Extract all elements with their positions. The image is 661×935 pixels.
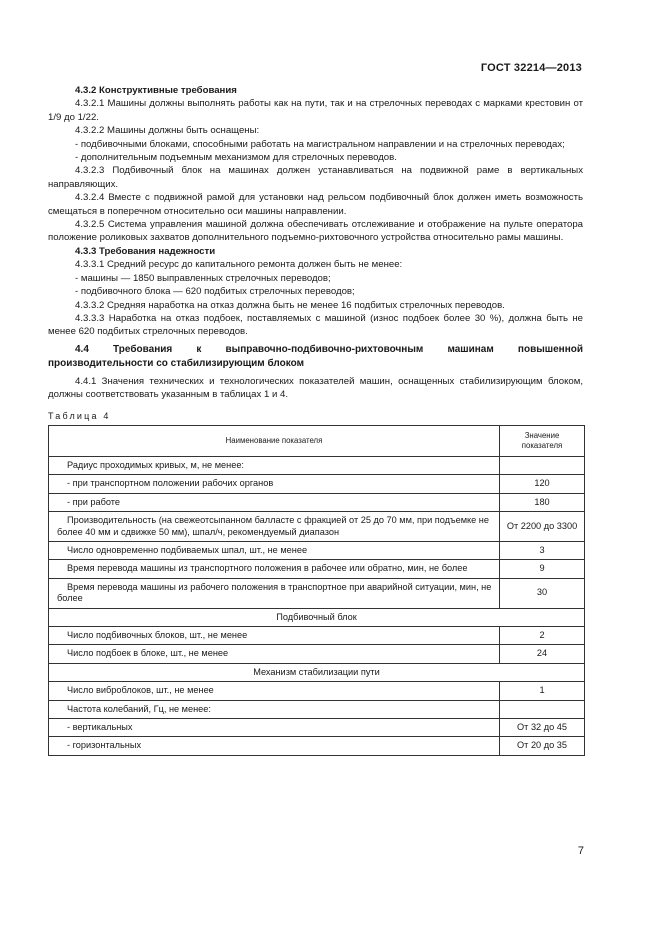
list-item-tamping-blocks: - подбивочными блоками, способными работать на магистральном направлении и на стрелочных переводах;	[75, 138, 565, 150]
section-44-title: 4.4 Требования к выправочно-подбивочно-рихтовочным машинам повышенной производительности со стабилизирующим блоком	[48, 343, 583, 369]
row-value: 180	[500, 493, 585, 511]
table-header-row	[49, 425, 585, 456]
row-name: Число одновременно подбиваемых шпал, шт., не менее	[49, 541, 500, 559]
section-heading-tamping-block: Подбивочный блок	[49, 608, 585, 626]
row-value: 24	[500, 645, 585, 663]
list-item-lifting-mechanism: - дополнительным подъемным механизмом для стрелочных переводов.	[75, 152, 397, 164]
table-row	[49, 541, 585, 559]
paragraph-4331: 4.3.3.1 Средний ресурс до капитального ремонта должен быть не менее:	[75, 259, 403, 271]
row-name: Число виброблоков, шт., не менее	[49, 682, 500, 700]
list-item-machine-resource: - машины — 1850 выправленных стрелочных переводов;	[75, 272, 331, 284]
row-name: Время перевода машины из рабочего положения в транспортное при аварийной ситуации, мин, не более	[49, 578, 500, 608]
table-row	[49, 645, 585, 663]
row-name: - горизонтальных	[49, 737, 500, 755]
paragraph-4321: 4.3.2.1 Машины должны выполнять работы как на пути, так и на стрелочных переводах с марками крестовин от 1/9 до 1/22.	[48, 98, 583, 123]
row-value: От 2200 до 3300	[500, 512, 585, 542]
table-row	[49, 700, 585, 718]
table-row	[49, 627, 585, 645]
table-row	[49, 578, 585, 608]
paragraph-4332: 4.3.3.2 Средняя наработка на отказ должна быть не менее 16 подбитых стрелочных переводов.	[75, 299, 505, 311]
row-value	[500, 456, 585, 474]
row-value: 2	[500, 627, 585, 645]
paragraph-441: 4.4.1 Значения технических и технологических показателей машин, оснащенных стабилизирующим блоком, должны соответствовать указанным в таблицах 1 и 4.	[48, 375, 583, 401]
row-name: - вертикальных	[49, 719, 500, 737]
row-name: - при работе	[49, 493, 500, 511]
row-value: 1	[500, 682, 585, 700]
table-row	[49, 475, 585, 493]
table-row	[49, 682, 585, 700]
paragraph-4333: 4.3.3.3 Наработка на отказ подбоек, поставляемых с машиной (износ подбоек более 30 %), должна быть не менее 620 подбитых стрелочных переводов.	[48, 312, 583, 338]
row-value: 120	[500, 475, 585, 493]
list-item-block-resource: - подбивочного блока — 620 подбитых стрелочных переводов;	[75, 286, 355, 298]
row-value: 9	[500, 560, 585, 578]
paragraph-4322: 4.3.2.2 Машины должны быть оснащены:	[75, 125, 260, 137]
table-row	[49, 512, 585, 542]
page-number: 7	[577, 845, 584, 857]
row-value: От 20 до 35	[500, 737, 585, 755]
column-header-name: Наименование показателя	[49, 425, 500, 456]
row-name: Число подбивочных блоков, шт., не менее	[49, 627, 500, 645]
row-name: Число подбоек в блоке, шт., не менее	[49, 645, 500, 663]
row-value	[500, 700, 585, 718]
paragraph-4325: 4.3.2.5 Система управления машиной должна обеспечивать отслеживание и отображение на пульте оператора положение роликовых захватов дополнительного подъемно-рихтовочного устройства относительно рамы машины.	[48, 219, 583, 244]
table-section-row	[49, 608, 585, 626]
row-value: От 32 до 45	[500, 719, 585, 737]
row-value: 3	[500, 541, 585, 559]
column-header-value: Значение показателя	[500, 425, 585, 456]
document-body	[48, 84, 583, 756]
row-name: - при транспортном положении рабочих органов	[49, 475, 500, 493]
paragraph-4323: 4.3.2.3 Подбивочный блок на машинах должен устанавливаться на подвижной раме в вертикальных направляющих.	[48, 165, 583, 190]
section-433-title: 4.3.3 Требования надежности	[75, 245, 216, 257]
table-row	[49, 737, 585, 755]
row-name: Производительность (на свежеотсыпанном балласте с фракцией от 25 до 70 мм, при подъемке не более 40 мм и сдвижке 50 мм), шпал/ч, рекомендуемый диапазон	[49, 512, 500, 542]
section-432-title: 4.3.2 Конструктивные требования	[75, 85, 237, 96]
table-section-row	[49, 663, 585, 681]
row-name: Радиус проходимых кривых, м, не менее:	[49, 456, 500, 474]
row-value: 30	[500, 578, 585, 608]
standard-designation: ГОСТ 32214—2013	[480, 62, 582, 74]
section-heading-stabilization: Механизм стабилизации пути	[49, 663, 585, 681]
table-row	[49, 719, 585, 737]
paragraph-4324: 4.3.2.4 Вместе с подвижной рамой для установки над рельсом подбивочный блок должен иметь возможность смещаться в поперечном относительно оси машины направлении.	[48, 192, 583, 217]
specifications-table	[48, 425, 585, 756]
row-name: Частота колебаний, Гц, не менее:	[49, 700, 500, 718]
table-label: Таблица 4	[48, 410, 111, 421]
row-name: Время перевода машины из транспортного положения в рабочее или обратно, мин, не более	[49, 560, 500, 578]
table-row	[49, 560, 585, 578]
table-row	[49, 456, 585, 474]
table-row	[49, 493, 585, 511]
